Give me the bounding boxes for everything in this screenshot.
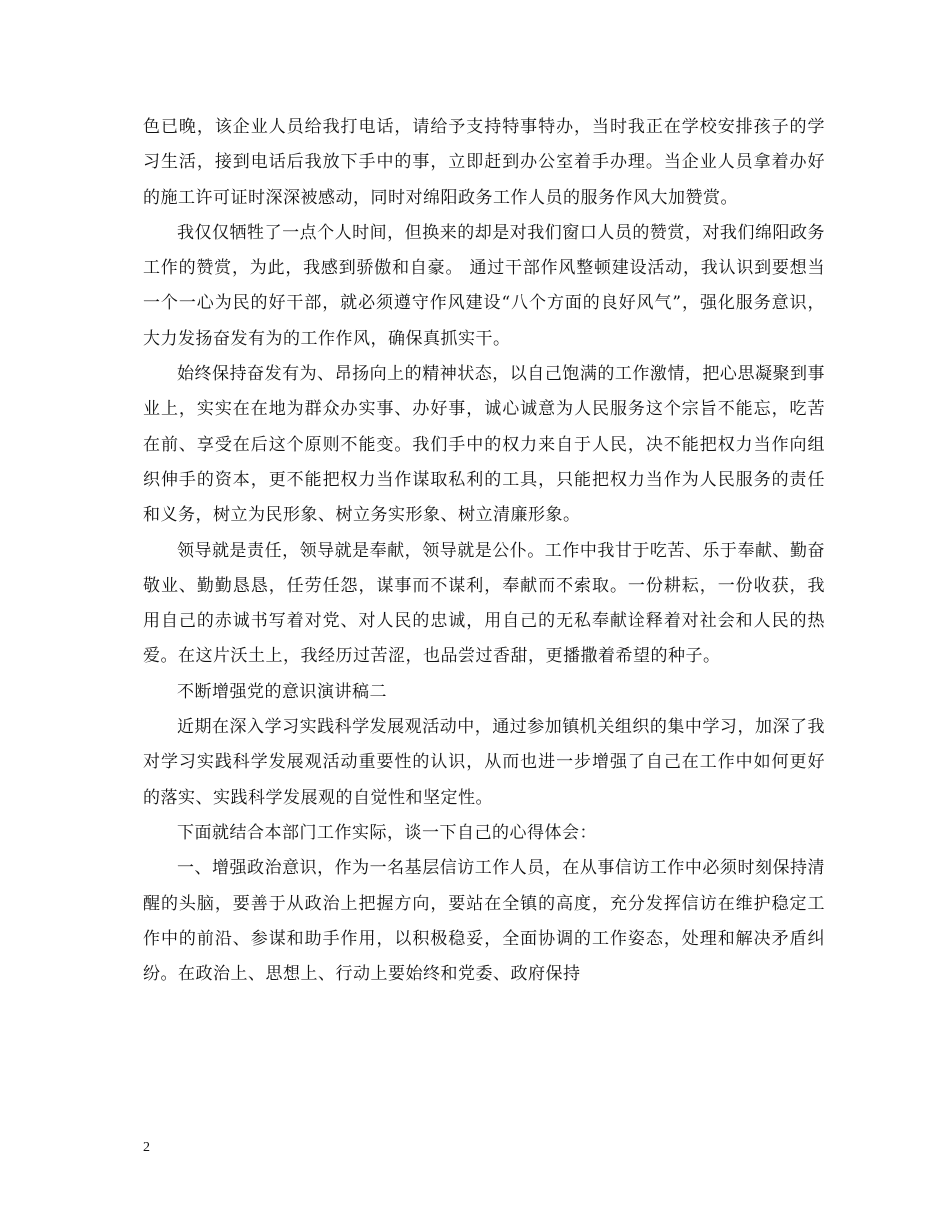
paragraph-6: 近期在深入学习实践科学发展观活动中，通过参加镇机关组织的集中学习，加深了我对学习实践科学发展观活动重要性的认识，从而也进一步增强了自己在工作中如何更好的落实、实践科学发展观的自觉性和坚定性。 (143, 717, 825, 808)
page-number: 2 (143, 1140, 150, 1155)
paragraph-2: 我仅仅牺牲了一点个人时间，但换来的却是对我们窗口人员的赞赏，对我们绵阳政务工作的赞赏，为此，我感到骄傲和自豪。 通过干部作风整顿建设活动，我认识到要想当一个一心为民的好干部，就必须遵守作风建设“八个方面的良好风气”，强化服务意识，大力发扬奋发有为的工作作风，确保真抓实干。 (143, 222, 825, 349)
page-body (143, 110, 825, 992)
section-heading: 不断增强党的意识演讲稿二 (177, 681, 387, 702)
paragraph-3: 始终保持奋发有为、昂扬向上的精神状态，以自己饱满的工作激情，把心思凝聚到事业上，实实在在地为群众办实事、办好事，诚心诚意为人民服务这个宗旨不能忘，吃苦在前、享受在后这个原则不能变。我们手中的权力来自于人民，决不能把权力当作向组织伸手的资本，更不能把权力当作谋取私利的工具，只能把权力当作为人民服务的责任和义务，树立为民形象、树立务实形象、树立清廉形象。 (143, 364, 825, 526)
paragraph-1: 色已晚，该企业人员给我打电话，请给予支持特事特办，当时我正在学校安排孩子的学习生活，接到电话后我放下手中的事，立即赶到办公室着手办理。当企业人员拿着办好的施工许可证时深深被感动，同时对绵阳政务工作人员的服务作风大加赞赏。 (143, 117, 825, 208)
paragraph-8: 一、增强政治意识，作为一名基层信访工作人员，在从事信访工作中必须时刻保持清醒的头脑，要善于从政治上把握方向，要站在全镇的高度，充分发挥信访在维护稳定工作中的前沿、参谋和助手作用，以积极稳妥，全面协调的工作姿态，处理和解决矛盾纠纷。在政治上、思想上、行动上要始终和党委、政府保持 (143, 858, 825, 985)
paragraph-4: 领导就是责任，领导就是奉献，领导就是公仆。工作中我甘于吃苦、乐于奉献、勤奋敬业、勤勤恳恳，任劳任怨，谋事而不谋利，奉献而不索取。一份耕耘，一份收获，我用自己的赤诚书写着对党、对人民的忠诚，用自己的无私奉献诠释着对社会和人民的热爱。在这片沃土上，我经历过苦涩，也品尝过香甜，更播撒着希望的种子。 (143, 540, 825, 667)
paragraph-7: 下面就结合本部门工作实际，谈一下自己的心得体会： (177, 822, 597, 843)
